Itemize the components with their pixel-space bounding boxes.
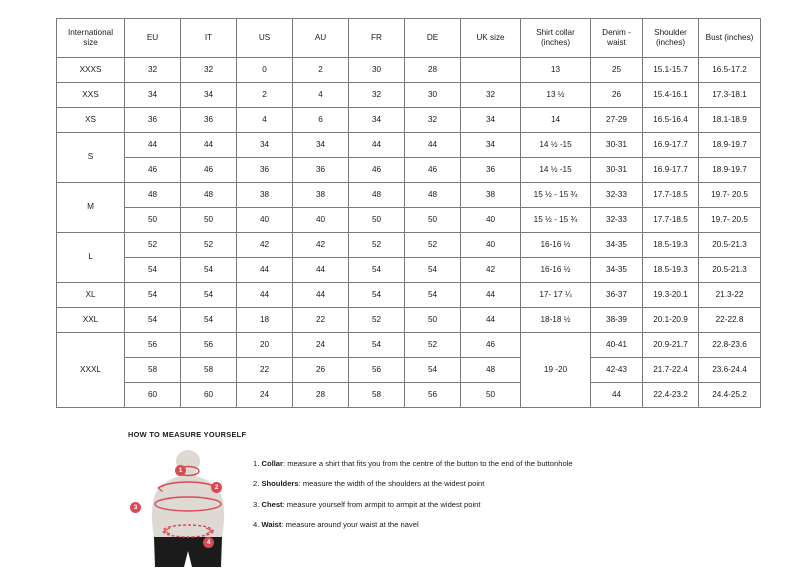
cell-au: 38 bbox=[293, 183, 349, 208]
col-header-de: DE bbox=[405, 19, 461, 58]
measure-step-term: Collar bbox=[261, 459, 283, 468]
measure-step-text: : measure yourself from armpit to armpit at the widest point bbox=[282, 499, 481, 509]
table-row bbox=[57, 358, 761, 383]
mannequin-illustration bbox=[128, 447, 243, 572]
cell-eu: 48 bbox=[125, 183, 181, 208]
table-row bbox=[57, 108, 761, 133]
cell-au: 42 bbox=[293, 233, 349, 258]
cell-eu: 34 bbox=[125, 83, 181, 108]
col-header-au: AU bbox=[293, 19, 349, 58]
cell-it: 58 bbox=[181, 358, 237, 383]
cell-it: 34 bbox=[181, 83, 237, 108]
cell-shirt-collar: 16-16 ½ bbox=[521, 233, 591, 258]
cell-eu: 58 bbox=[125, 358, 181, 383]
cell-denim-waist: 34-35 bbox=[591, 258, 643, 283]
cell-shirt-collar: 13 ½ bbox=[521, 83, 591, 108]
cell-denim-waist: 44 bbox=[591, 383, 643, 408]
cell-uk: 40 bbox=[461, 208, 521, 233]
cell-shirt-collar: 14 ½ -15 bbox=[521, 158, 591, 183]
size-chart-table bbox=[56, 18, 761, 408]
cell-denim-waist: 30-31 bbox=[591, 133, 643, 158]
bullet-marker-4: 4 bbox=[203, 537, 214, 548]
cell-uk: 34 bbox=[461, 108, 521, 133]
col-header-eu: EU bbox=[125, 19, 181, 58]
cell-de: 54 bbox=[405, 283, 461, 308]
cell-international-size: XL bbox=[57, 283, 125, 308]
how-to-measure-title: HOW TO MEASURE YOURSELF bbox=[128, 430, 247, 439]
cell-denim-waist: 34-35 bbox=[591, 233, 643, 258]
measure-step-number: 2. bbox=[253, 479, 260, 489]
cell-de: 52 bbox=[405, 333, 461, 358]
measure-step-number: 1. bbox=[253, 459, 260, 468]
cell-eu: 54 bbox=[125, 258, 181, 283]
cell-bust: 19.7- 20.5 bbox=[699, 183, 761, 208]
cell-shoulder: 18.5-19.3 bbox=[643, 258, 699, 283]
cell-it: 46 bbox=[181, 158, 237, 183]
cell-shirt-collar: 13 bbox=[521, 58, 591, 83]
cell-au: 26 bbox=[293, 358, 349, 383]
table-row bbox=[57, 133, 761, 158]
cell-us: 42 bbox=[237, 233, 293, 258]
cell-uk bbox=[461, 58, 521, 83]
bullet-marker-1: 1 bbox=[175, 465, 186, 476]
cell-denim-waist: 27-29 bbox=[591, 108, 643, 133]
cell-de: 30 bbox=[405, 83, 461, 108]
cell-bust: 18.9-19.7 bbox=[699, 133, 761, 158]
cell-it: 54 bbox=[181, 283, 237, 308]
cell-uk: 44 bbox=[461, 308, 521, 333]
cell-au: 28 bbox=[293, 383, 349, 408]
cell-denim-waist: 40-41 bbox=[591, 333, 643, 358]
cell-shoulder: 18.5-19.3 bbox=[643, 233, 699, 258]
cell-bust: 18.1-18.9 bbox=[699, 108, 761, 133]
table-row bbox=[57, 308, 761, 333]
cell-us: 2 bbox=[237, 83, 293, 108]
cell-uk: 48 bbox=[461, 358, 521, 383]
mannequin-figure bbox=[128, 447, 243, 572]
cell-fr: 58 bbox=[349, 383, 405, 408]
how-to-measure-section bbox=[128, 430, 728, 572]
col-header-bust: Bust (inches) bbox=[699, 19, 761, 58]
cell-denim-waist: 42-43 bbox=[591, 358, 643, 383]
cell-eu: 54 bbox=[125, 283, 181, 308]
table-row bbox=[57, 158, 761, 183]
cell-de: 48 bbox=[405, 183, 461, 208]
col-header-uk: UK size bbox=[461, 19, 521, 58]
cell-uk: 42 bbox=[461, 258, 521, 283]
cell-de: 50 bbox=[405, 208, 461, 233]
measure-step-text: : measure a shirt that fits you from the centre of the button to the end of the buttonhole bbox=[283, 459, 573, 468]
cell-au: 44 bbox=[293, 283, 349, 308]
cell-shoulder: 16.9-17.7 bbox=[643, 133, 699, 158]
cell-de: 56 bbox=[405, 383, 461, 408]
cell-fr: 52 bbox=[349, 233, 405, 258]
cell-shoulder: 20.9-21.7 bbox=[643, 333, 699, 358]
cell-bust: 20.5-21.3 bbox=[699, 258, 761, 283]
table-row bbox=[57, 233, 761, 258]
table-row bbox=[57, 383, 761, 408]
table-body bbox=[57, 58, 761, 408]
cell-au: 44 bbox=[293, 258, 349, 283]
cell-de: 50 bbox=[405, 308, 461, 333]
cell-bust: 23.6-24.4 bbox=[699, 358, 761, 383]
cell-shirt-collar: 19 -20 bbox=[521, 333, 591, 408]
table-row bbox=[57, 283, 761, 308]
table-row bbox=[57, 83, 761, 108]
cell-de: 44 bbox=[405, 133, 461, 158]
cell-uk: 32 bbox=[461, 83, 521, 108]
cell-international-size: S bbox=[57, 133, 125, 183]
cell-us: 22 bbox=[237, 358, 293, 383]
cell-uk: 36 bbox=[461, 158, 521, 183]
cell-uk: 50 bbox=[461, 383, 521, 408]
cell-shirt-collar: 15 ½ - 15 ¾ bbox=[521, 208, 591, 233]
cell-shirt-collar: 14 bbox=[521, 108, 591, 133]
cell-au: 36 bbox=[293, 158, 349, 183]
cell-denim-waist: 32-33 bbox=[591, 208, 643, 233]
cell-bust: 22.8-23.6 bbox=[699, 333, 761, 358]
table-row bbox=[57, 208, 761, 233]
cell-it: 48 bbox=[181, 183, 237, 208]
cell-shoulder: 20.1-20.9 bbox=[643, 308, 699, 333]
measure-step bbox=[253, 500, 573, 510]
cell-eu: 56 bbox=[125, 333, 181, 358]
cell-international-size: XS bbox=[57, 108, 125, 133]
bullet-marker-2: 2 bbox=[211, 482, 222, 493]
cell-fr: 54 bbox=[349, 333, 405, 358]
cell-fr: 30 bbox=[349, 58, 405, 83]
cell-fr: 44 bbox=[349, 133, 405, 158]
measure-step bbox=[253, 479, 573, 489]
measure-step bbox=[253, 520, 573, 530]
cell-fr: 54 bbox=[349, 258, 405, 283]
bullet-marker-3: 3 bbox=[130, 502, 141, 513]
cell-it: 50 bbox=[181, 208, 237, 233]
cell-denim-waist: 30-31 bbox=[591, 158, 643, 183]
cell-it: 56 bbox=[181, 333, 237, 358]
cell-au: 2 bbox=[293, 58, 349, 83]
cell-bust: 21.3-22 bbox=[699, 283, 761, 308]
cell-fr: 56 bbox=[349, 358, 405, 383]
cell-eu: 54 bbox=[125, 308, 181, 333]
col-header-us: US bbox=[237, 19, 293, 58]
cell-shoulder: 16.5-16.4 bbox=[643, 108, 699, 133]
col-header-shoulder: Shoulder (inches) bbox=[643, 19, 699, 58]
cell-shoulder: 17.7-18.5 bbox=[643, 183, 699, 208]
cell-eu: 32 bbox=[125, 58, 181, 83]
cell-bust: 19.7- 20.5 bbox=[699, 208, 761, 233]
col-header-international: International size bbox=[57, 19, 125, 58]
cell-shoulder: 21.7-22.4 bbox=[643, 358, 699, 383]
measure-step-term: Shoulders bbox=[261, 479, 299, 489]
cell-international-size: XXXS bbox=[57, 58, 125, 83]
cell-fr: 48 bbox=[349, 183, 405, 208]
cell-au: 34 bbox=[293, 133, 349, 158]
cell-us: 40 bbox=[237, 208, 293, 233]
cell-bust: 17.3-18.1 bbox=[699, 83, 761, 108]
cell-au: 40 bbox=[293, 208, 349, 233]
measure-step-term: Waist bbox=[261, 519, 282, 529]
cell-it: 52 bbox=[181, 233, 237, 258]
cell-shirt-collar: 14 ½ -15 bbox=[521, 133, 591, 158]
table-row bbox=[57, 58, 761, 83]
cell-shoulder: 15.1-15.7 bbox=[643, 58, 699, 83]
cell-international-size: M bbox=[57, 183, 125, 233]
cell-us: 36 bbox=[237, 158, 293, 183]
col-header-fr: FR bbox=[349, 19, 405, 58]
cell-international-size: XXL bbox=[57, 308, 125, 333]
cell-international-size: XXXL bbox=[57, 333, 125, 408]
cell-fr: 54 bbox=[349, 283, 405, 308]
measure-step bbox=[253, 459, 573, 469]
measure-step-term: Chest bbox=[261, 499, 283, 509]
cell-bust: 16.5-17.2 bbox=[699, 58, 761, 83]
cell-us: 44 bbox=[237, 258, 293, 283]
cell-us: 4 bbox=[237, 108, 293, 133]
col-header-denim-waist: Denim - waist bbox=[591, 19, 643, 58]
cell-uk: 34 bbox=[461, 133, 521, 158]
cell-au: 22 bbox=[293, 308, 349, 333]
cell-eu: 52 bbox=[125, 233, 181, 258]
cell-it: 36 bbox=[181, 108, 237, 133]
cell-us: 24 bbox=[237, 383, 293, 408]
cell-de: 54 bbox=[405, 258, 461, 283]
cell-uk: 38 bbox=[461, 183, 521, 208]
cell-shirt-collar: 18-18 ½ bbox=[521, 308, 591, 333]
cell-de: 52 bbox=[405, 233, 461, 258]
cell-us: 0 bbox=[237, 58, 293, 83]
col-header-it: IT bbox=[181, 19, 237, 58]
cell-uk: 40 bbox=[461, 233, 521, 258]
cell-shoulder: 17.7-18.5 bbox=[643, 208, 699, 233]
cell-denim-waist: 36-37 bbox=[591, 283, 643, 308]
cell-shirt-collar: 16-16 ½ bbox=[521, 258, 591, 283]
cell-bust: 24.4-25.2 bbox=[699, 383, 761, 408]
cell-uk: 46 bbox=[461, 333, 521, 358]
cell-it: 54 bbox=[181, 308, 237, 333]
cell-denim-waist: 32-33 bbox=[591, 183, 643, 208]
cell-eu: 46 bbox=[125, 158, 181, 183]
cell-it: 32 bbox=[181, 58, 237, 83]
measure-step-text: : measure around your waist at the navel bbox=[281, 519, 419, 529]
col-header-shirt-collar: Shirt collar (inches) bbox=[521, 19, 591, 58]
cell-fr: 50 bbox=[349, 208, 405, 233]
cell-de: 54 bbox=[405, 358, 461, 383]
cell-shoulder: 19.3-20.1 bbox=[643, 283, 699, 308]
cell-denim-waist: 25 bbox=[591, 58, 643, 83]
cell-bust: 18.9-19.7 bbox=[699, 158, 761, 183]
cell-au: 6 bbox=[293, 108, 349, 133]
measure-step-number: 3. bbox=[253, 499, 260, 509]
cell-it: 54 bbox=[181, 258, 237, 283]
table-header-row bbox=[57, 19, 761, 58]
cell-fr: 34 bbox=[349, 108, 405, 133]
cell-eu: 36 bbox=[125, 108, 181, 133]
cell-it: 60 bbox=[181, 383, 237, 408]
cell-fr: 46 bbox=[349, 158, 405, 183]
cell-bust: 20.5-21.3 bbox=[699, 233, 761, 258]
table-row bbox=[57, 258, 761, 283]
cell-shoulder: 15.4-16.1 bbox=[643, 83, 699, 108]
cell-fr: 32 bbox=[349, 83, 405, 108]
measure-steps-list bbox=[253, 459, 573, 540]
cell-us: 38 bbox=[237, 183, 293, 208]
cell-de: 32 bbox=[405, 108, 461, 133]
cell-denim-waist: 38-39 bbox=[591, 308, 643, 333]
cell-au: 24 bbox=[293, 333, 349, 358]
cell-de: 46 bbox=[405, 158, 461, 183]
measure-step-text: : measure the width of the shoulders at the widest point bbox=[298, 479, 485, 489]
table-row bbox=[57, 333, 761, 358]
cell-us: 20 bbox=[237, 333, 293, 358]
cell-eu: 60 bbox=[125, 383, 181, 408]
cell-au: 4 bbox=[293, 83, 349, 108]
cell-eu: 44 bbox=[125, 133, 181, 158]
cell-us: 34 bbox=[237, 133, 293, 158]
cell-it: 44 bbox=[181, 133, 237, 158]
cell-international-size: XXS bbox=[57, 83, 125, 108]
cell-international-size: L bbox=[57, 233, 125, 283]
cell-shirt-collar: 17- 17 ¼ bbox=[521, 283, 591, 308]
cell-us: 18 bbox=[237, 308, 293, 333]
cell-us: 44 bbox=[237, 283, 293, 308]
cell-denim-waist: 26 bbox=[591, 83, 643, 108]
cell-shoulder: 22.4-23.2 bbox=[643, 383, 699, 408]
measure-step-number: 4. bbox=[253, 519, 260, 529]
cell-eu: 50 bbox=[125, 208, 181, 233]
cell-bust: 22-22.8 bbox=[699, 308, 761, 333]
cell-uk: 44 bbox=[461, 283, 521, 308]
cell-de: 28 bbox=[405, 58, 461, 83]
cell-fr: 52 bbox=[349, 308, 405, 333]
table-row bbox=[57, 183, 761, 208]
cell-shoulder: 16.9-17.7 bbox=[643, 158, 699, 183]
cell-shirt-collar: 15 ½ - 15 ¾ bbox=[521, 183, 591, 208]
